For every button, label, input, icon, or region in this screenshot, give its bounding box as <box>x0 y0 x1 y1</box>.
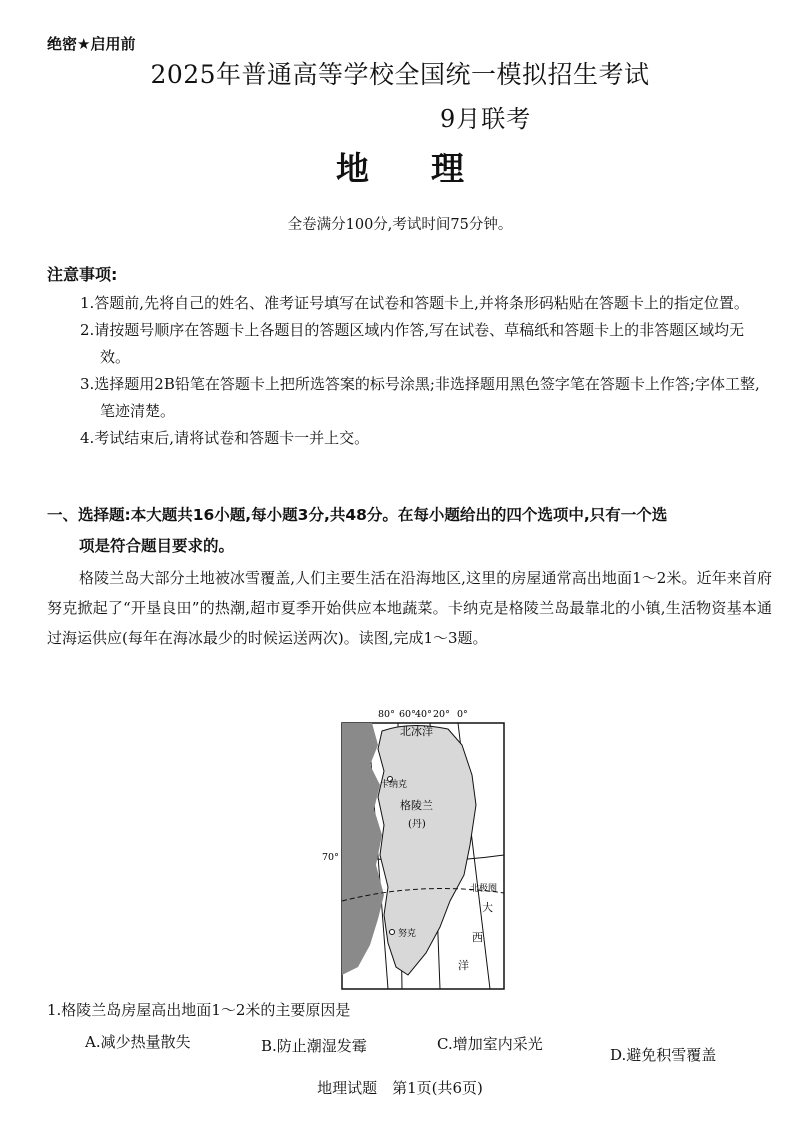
section-heading-line1: 一、选择题:本大题共16小题,每小题3分,共48分。在每小题给出的四个选项中,只有一个选 <box>47 506 668 524</box>
notice-item: 4.考试结束后,请将试卷和答题卡一并上交。 <box>80 429 370 447</box>
question-1-option-c: C.增加室内采光 <box>437 1035 543 1053</box>
exam-title: 2025年普通高等学校全国统一模拟招生考试 <box>150 60 650 89</box>
notice-item: 2.请按题号顺序在答题卡上各题目的答题区域内作答,写在试卷、草稿纸和答题卡上的非答题区域均无效。 <box>80 321 745 366</box>
page-footer: 地理试题 第1页(共6页) <box>317 1079 483 1097</box>
map-figure <box>300 705 510 992</box>
lon-label: 20° <box>433 709 450 720</box>
notice-heading: 注意事项: <box>47 265 118 284</box>
ocean-label-atlantic: 西 <box>472 931 483 944</box>
score-info: 全卷满分100分,考试时间75分钟。 <box>287 217 513 233</box>
island-owner-label: (丹) <box>408 819 426 830</box>
lon-label: 60° <box>399 709 416 720</box>
notice-item: 3.选择题用2B铅笔在答题卡上把所选答案的标号涂黑;非选择题用黑色签字笔在答题卡上作答;字体工整,笔迹清楚。 <box>80 375 760 420</box>
nuuk-marker <box>390 930 395 935</box>
lon-label: 40° <box>415 709 432 720</box>
ocean-label-north: 北冰洋 <box>400 725 433 738</box>
passage-text: 格陵兰岛大部分土地被冰雪覆盖,人们主要生活在沿海地区,这里的房屋通常高出地面1～2米。近年来首府努克掀起了“开垦良田”的热潮,超市夏季开始供应本地蔬菜。卡纳克是格陵兰岛最靠北的小镇,生活物资基本通过海运供应(每年在海冰最少的时候运送两次)。读图,完成1～3题。 <box>47 569 772 647</box>
question-1-option-a: A.减少热量散失 <box>85 1033 191 1051</box>
section-heading <box>47 500 772 562</box>
island-label: 格陵兰 <box>400 799 433 812</box>
section-heading-line2: 项是符合题目要求的。 <box>79 537 235 555</box>
lat-label: 70° <box>322 852 339 863</box>
question-1-option-b: B.防止潮湿发霉 <box>261 1037 367 1055</box>
lon-label: 0° <box>457 709 468 720</box>
notice-list <box>80 290 770 452</box>
exam-subtitle: 9月联考 <box>440 105 532 133</box>
subject-title: 地理 <box>336 149 526 188</box>
notice-item: 1.答题前,先将自己的姓名、准考证号填写在试卷和答题卡上,并将条形码粘贴在答题卡上的指定位置。 <box>80 294 749 312</box>
greenland-map <box>300 705 510 992</box>
ocean-label-atlantic: 大 <box>482 901 493 914</box>
town-label-nuuk: 努克 <box>398 929 417 939</box>
arctic-circle-label: 北极圈 <box>470 884 498 894</box>
canada-land <box>342 723 384 975</box>
confidential-label: 绝密★启用前 <box>47 35 136 53</box>
question-1-stem: 1.格陵兰岛房屋高出地面1～2米的主要原因是 <box>47 1001 351 1019</box>
town-label-qaanaaq: 卡纳克 <box>380 780 408 790</box>
question-1-option-d: D.避免积雪覆盖 <box>610 1046 717 1064</box>
lon-label: 80° <box>378 709 395 720</box>
greenland-land <box>378 725 476 975</box>
ocean-label-atlantic: 洋 <box>458 959 469 972</box>
